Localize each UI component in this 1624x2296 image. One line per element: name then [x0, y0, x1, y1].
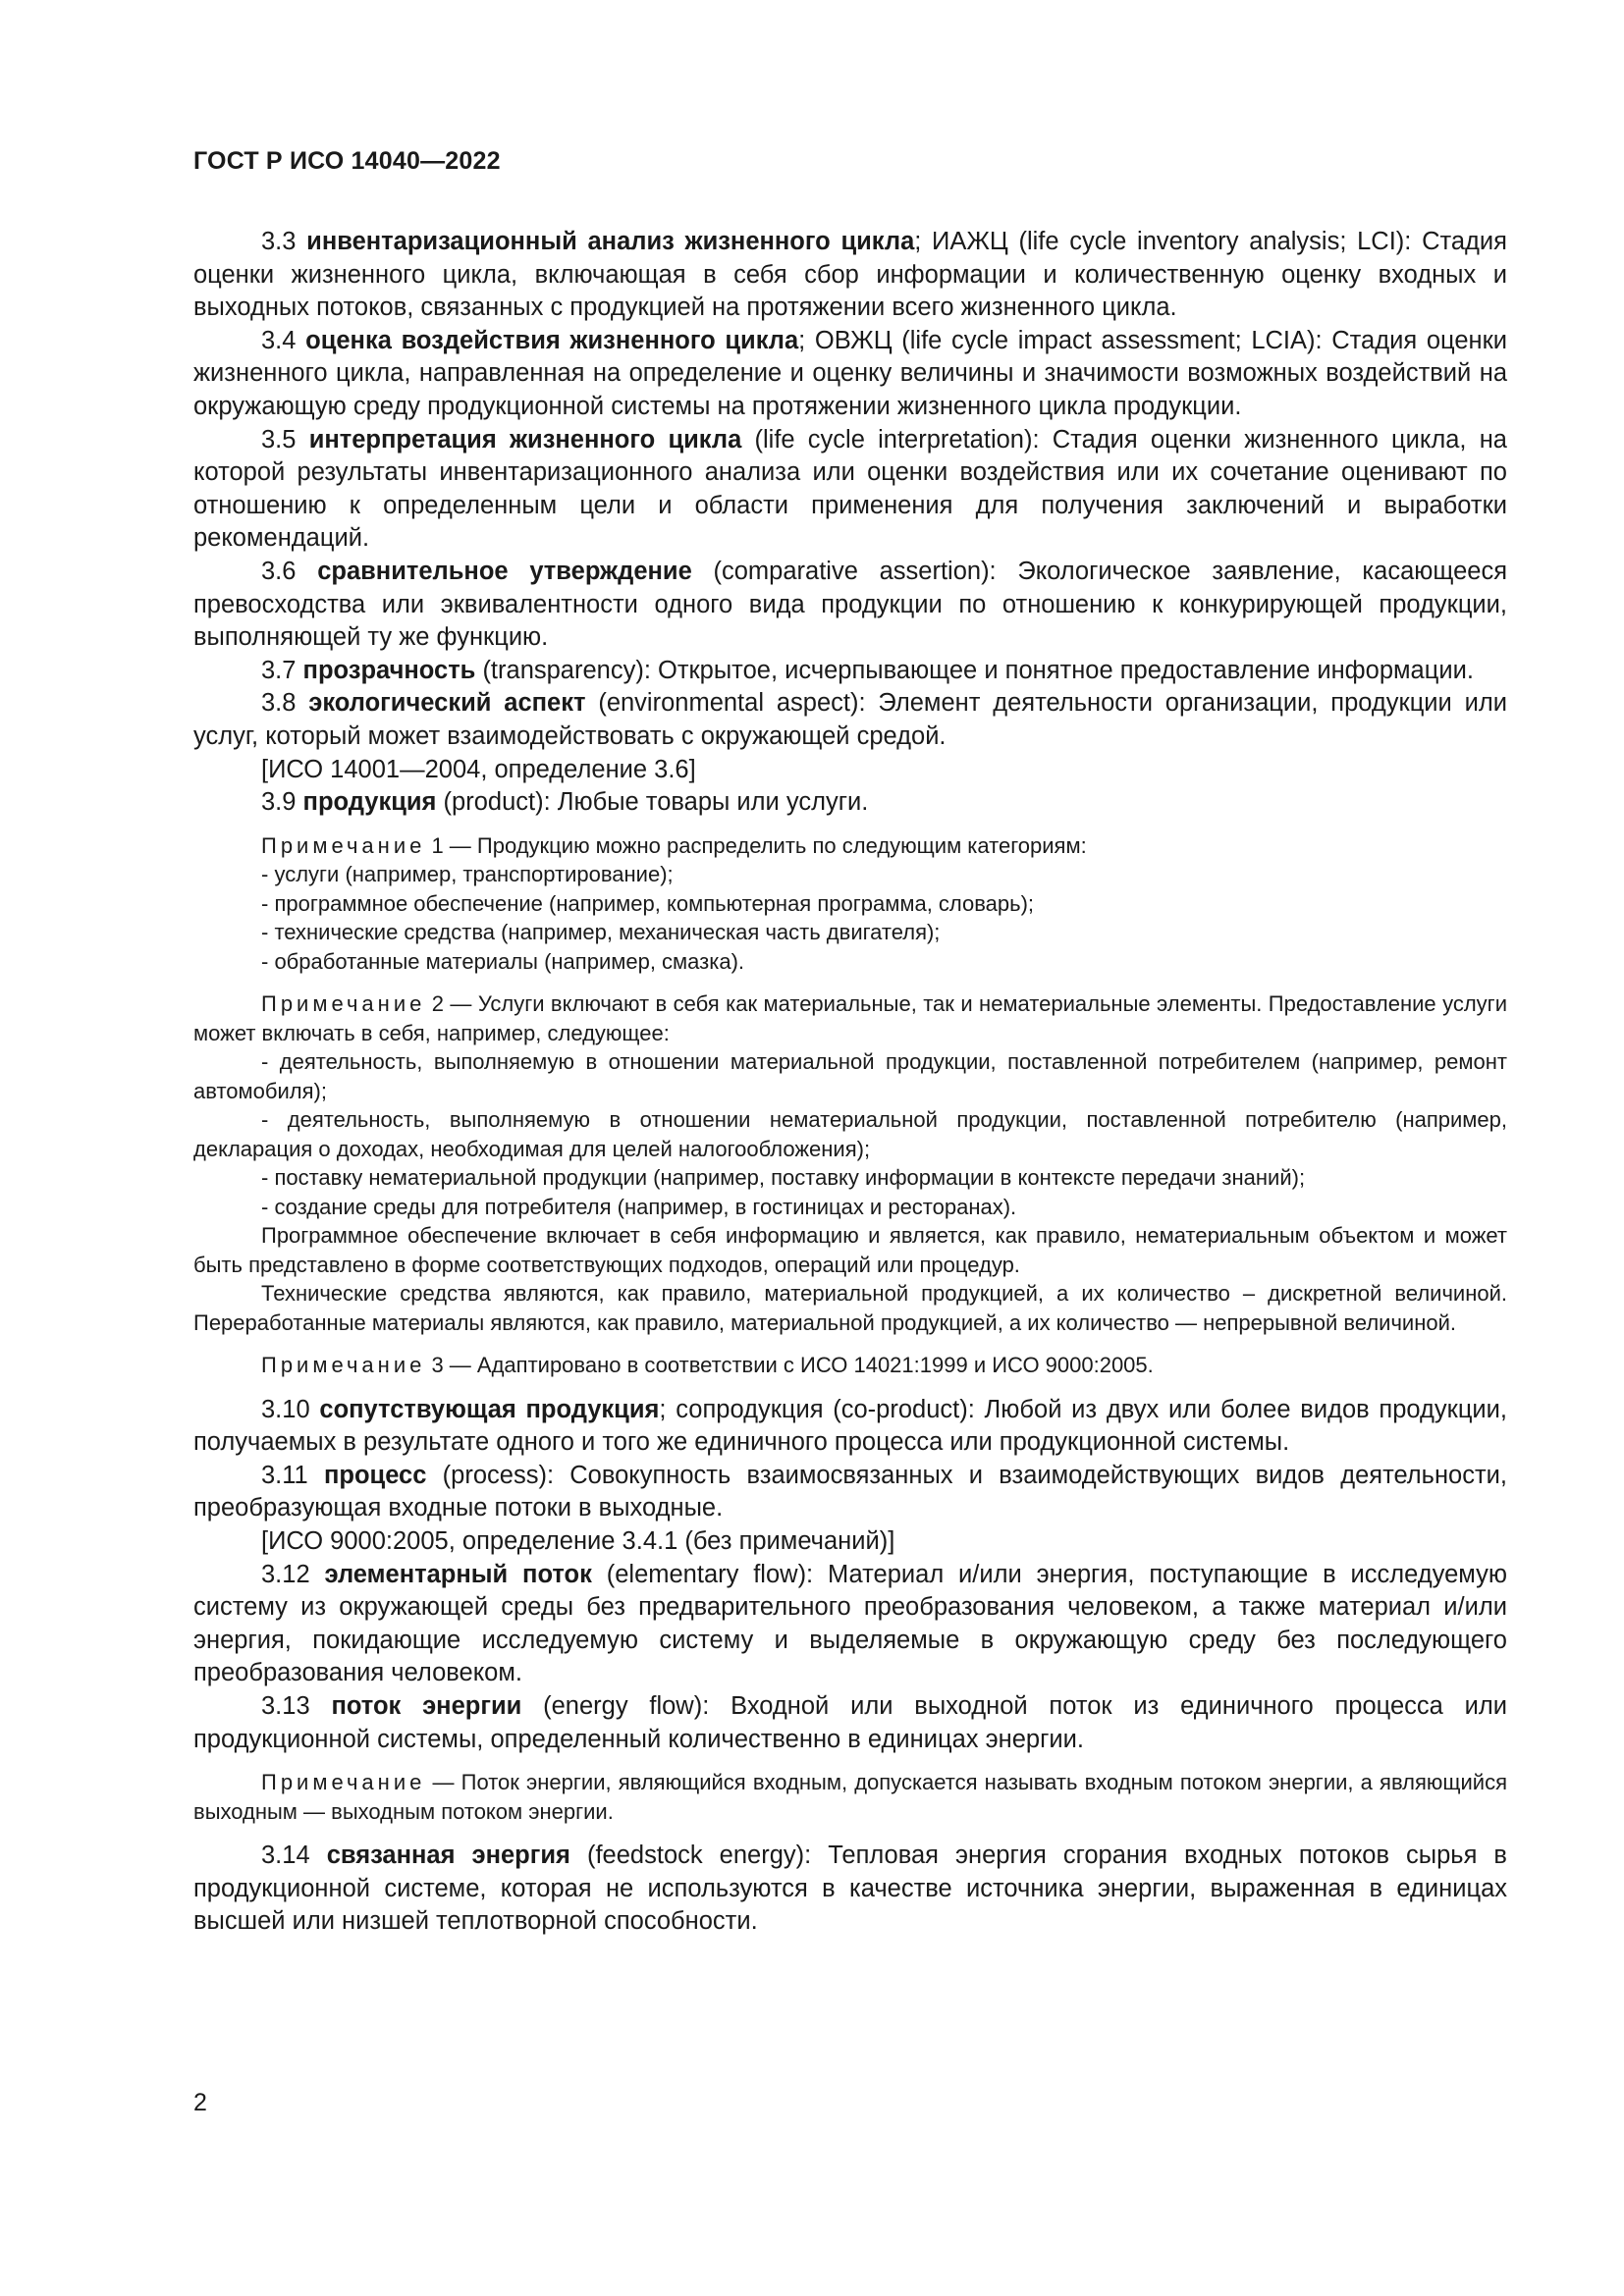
list-item: - программное обеспечение (например, компьютерная программа, словарь); [261, 890, 1035, 916]
note-heading [193, 1768, 1507, 1826]
term-number: 3.12 [261, 1560, 310, 1588]
term-number: 3.7 [261, 656, 297, 684]
term-name: оценка воздействия жизненного цикла [305, 326, 799, 354]
note-label: Примечание [261, 1770, 426, 1795]
term-3-9 [193, 786, 1507, 820]
term-name: элементарный поток [324, 1560, 592, 1588]
list-item: - деятельность, выполняемую в отношении материальной продукции, поставленной потребителем (например, ремонт автомобиля); [193, 1049, 1507, 1103]
term-number: 3.3 [261, 228, 297, 255]
term-reference: [ИСО 9000:2005, определение 3.4.1 (без примечаний)] [261, 1527, 895, 1556]
term-name: сопутствующая продукция [319, 1395, 660, 1423]
term-number: 3.13 [261, 1692, 310, 1721]
list-item: - поставку нематериальной продукции (например, поставку информации в контексте передачи знаний); [261, 1165, 1306, 1191]
note-heading [193, 989, 1507, 1047]
term-number: 3.11 [261, 1461, 308, 1489]
term-number: 3.6 [261, 557, 297, 585]
term-3-5 [193, 424, 1507, 556]
term-name: продукция [302, 788, 437, 817]
term-definition: (energy flow): Входной или выходной поток из единичного процесса или продукционной системы, определенный количественно в единицах энергии. [193, 1692, 1507, 1753]
term-number: 3.8 [261, 689, 297, 718]
term-name: интерпретация жизненного цикла [308, 425, 742, 454]
note-paragraph: Технические средства являются, как правило, материальной продукцией, а их количество – дискретной величиной. Переработанные материалы являются, как правило, материальной продукцией, а их количество — непрерывной величиной. [193, 1281, 1507, 1335]
term-number: 3.4 [261, 326, 297, 354]
term-definition: ; сопродукция (co-product): Любой из двух или более видов продукции, получаемых в результате одного и того же единичного процесса или продукционной системы. [193, 1395, 1508, 1457]
list-item: - деятельность, выполняемую в отношении нематериальной продукции, поставленной потребителю (например, декларация о доходах, необходимая для целей налогообложения); [193, 1107, 1507, 1161]
term-definition: (process): Совокупность взаимосвязанных и взаимодействующих видов деятельности, преобразующая входные потоки в выходные. [193, 1461, 1507, 1522]
note-text: 2 — Услуги включают в себя как материальные, так и нематериальные элементы. Предоставление услуги может включать в себя, например, следующее: [193, 991, 1507, 1045]
term-definition: (transparency): Открытое, исчерпывающее и понятное предоставление информации. [475, 656, 1474, 684]
term-3-13 [193, 1690, 1507, 1756]
term-3-11 [193, 1460, 1507, 1525]
term-number: 3.9 [261, 788, 297, 817]
term-reference: [ИСО 14001—2004, определение 3.6] [261, 755, 696, 783]
note-text: 1 — Продукцию можно распределить по следующим категориям: [425, 832, 1087, 858]
note-text: 3 — Адаптировано в соответствии с ИСО 14021:1999 и ИСО 9000:2005. [425, 1353, 1154, 1378]
term-definition: ; ИАЖЦ (life cycle inventory analysis; LCI): Стадия оценки жизненного цикла, включающая в себя сбор информации и количественную оценку входных и выходных потоков, связанных с продукцией на протяжении всего жизненного цикла. [193, 228, 1507, 322]
term-name: экологический аспект [308, 689, 586, 718]
note-text: — Поток энергии, являющийся входным, допускается называть входным потоком энергии, а являющийся выходным — выходным потоком энергии. [193, 1770, 1507, 1824]
note-label: Примечание [261, 991, 426, 1017]
term-definition: (product): Любые товары или услуги. [436, 788, 869, 817]
term-definition: (comparative assertion): Экологическое заявление, касающееся превосходства или эквивалентности одного вида продукции по отношению к конкурирующей продукции, выполняющей ту же функцию. [193, 557, 1507, 652]
note-heading [193, 831, 1507, 861]
term-name: поток энергии [331, 1692, 522, 1721]
note-label: Примечание [261, 832, 426, 858]
document-header: ГОСТ Р ИСО 14040—2022 [193, 147, 501, 175]
term-number: 3.14 [261, 1842, 310, 1870]
note-heading [193, 1351, 1507, 1380]
note-2 [193, 989, 1507, 1337]
note-energy-flow [193, 1768, 1507, 1826]
term-number: 3.10 [261, 1395, 310, 1423]
note-label: Примечание [261, 1353, 426, 1378]
term-definition: (feedstock energy): Тепловая энергия сгорания входных потоков сырья в продукционной системе, которая не используются в качестве источника энергии, выраженная в единицах высшей или низшей теплотворной способности. [193, 1842, 1507, 1936]
term-name: сравнительное утверждение [317, 557, 692, 585]
list-item: - обработанные материалы (например, смазка). [261, 948, 745, 974]
list-item: - услуги (например, транспортирование); [261, 862, 674, 887]
list-item: - технические средства (например, механическая часть двигателя); [261, 920, 941, 945]
term-3-8 [193, 687, 1507, 753]
document-body [193, 226, 1507, 1939]
page-number: 2 [193, 2089, 207, 2116]
term-3-4 [193, 325, 1507, 424]
note-3 [193, 1351, 1507, 1380]
term-definition: (life cycle interpretation): Стадия оценки жизненного цикла, на которой результаты инвентаризационного анализа или оценки воздействия или их сочетание оценивают по отношению к определенным цели и области применения для получения заключений и выработки рекомендаций. [193, 425, 1507, 553]
term-name: связанная энергия [326, 1842, 570, 1870]
term-number: 3.5 [261, 425, 297, 454]
term-3-7 [193, 655, 1507, 688]
note-paragraph: Программное обеспечение включает в себя информацию и является, как правило, нематериальным объектом и может быть представлено в форме соответствующих подходов, операций или процедур. [193, 1223, 1507, 1277]
term-name: прозрачность [302, 656, 476, 684]
term-name: процесс [323, 1461, 427, 1489]
term-3-14 [193, 1840, 1507, 1939]
term-3-3 [193, 226, 1507, 325]
list-item: - создание среды для потребителя (например, в гостиницах и ресторанах). [261, 1194, 1017, 1219]
term-name: инвентаризационный анализ жизненного цикла [306, 228, 915, 255]
term-3-10 [193, 1394, 1507, 1460]
term-definition: (environmental aspect): Элемент деятельности организации, продукции или услуг, который может взаимодействовать с окружающей средой. [193, 689, 1507, 750]
note-1 [193, 831, 1507, 977]
term-3-12 [193, 1559, 1507, 1690]
term-definition: (elementary flow): Материал и/или энергия, поступающие в исследуемую систему из окружающей среды без предварительного преобразования человеком, а также материал и/или энергия, покидающие исследуемую систему и выделяемые в окружающую среду без последующего преобразования человеком. [193, 1560, 1508, 1687]
term-definition: ; ОВЖЦ (life cycle impact assessment; LCIA): Стадия оценки жизненного цикла, направленная на определение и оценку величины и значимости возможных воздействий на окружающую среду продукционной системы на протяжении жизненного цикла продукции. [193, 326, 1507, 420]
term-3-6 [193, 556, 1507, 655]
